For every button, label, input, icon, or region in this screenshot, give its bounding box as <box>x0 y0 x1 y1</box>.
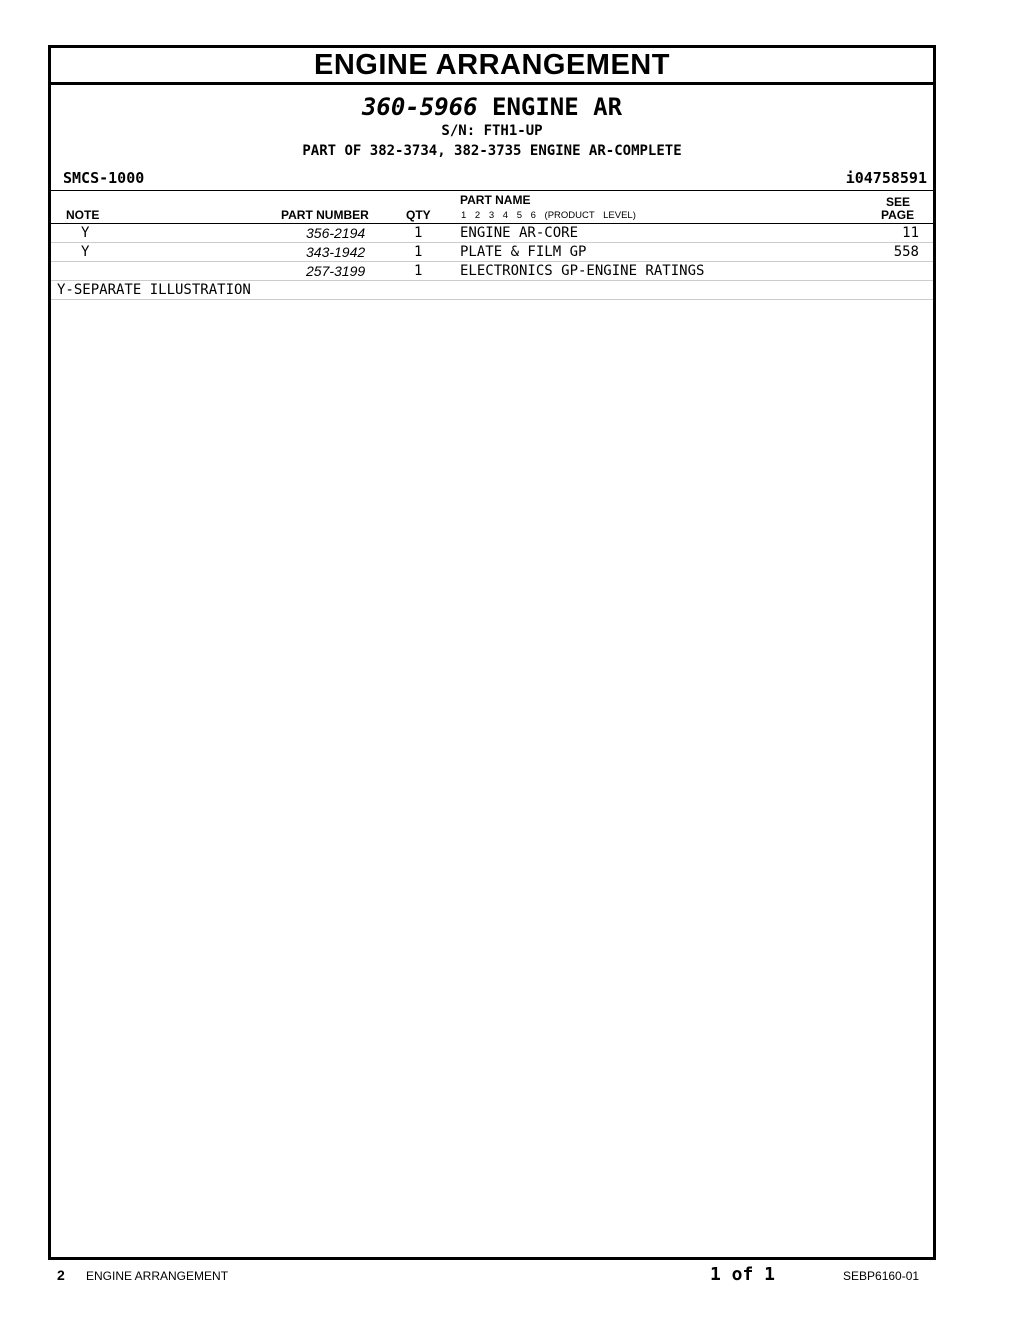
page-title: ENGINE ARRANGEMENT <box>314 49 670 81</box>
table-row <box>51 262 933 281</box>
col-see: SEE <box>886 195 911 209</box>
row-see-page: 558 <box>893 244 919 260</box>
title-bar <box>51 48 933 85</box>
page-footer <box>0 1262 1020 1292</box>
part-header <box>51 92 933 160</box>
row-qty: 1 <box>414 244 423 260</box>
col-product-levels: 1 2 3 4 5 6 (PRODUCT LEVEL) <box>461 210 636 221</box>
footer-doc-code: SEBP6160-01 <box>843 1269 920 1283</box>
col-part-number: PART NUMBER <box>281 208 369 222</box>
footer-page-of: 1 of 1 <box>710 1264 776 1285</box>
row-part-name: PLATE & FILM GP <box>460 244 587 260</box>
row-qty: 1 <box>414 225 423 241</box>
heading-part-name: ENGINE AR <box>492 93 623 121</box>
smcs-code: SMCS-1000 <box>63 169 145 187</box>
note-row <box>51 281 933 300</box>
col-page: PAGE <box>881 208 915 222</box>
document-id: i04758591 <box>845 169 927 187</box>
row-note: Y <box>81 225 90 241</box>
table-row <box>51 224 933 243</box>
row-note: Y <box>81 244 90 260</box>
row-see-page: 11 <box>902 225 919 241</box>
table-row <box>51 243 933 262</box>
col-qty: QTY <box>406 208 431 222</box>
row-part-number: 356-2194 <box>306 225 366 241</box>
serial-number: S/N: FTH1-UP <box>441 123 543 139</box>
col-part-name: PART NAME <box>460 193 531 207</box>
col-note: NOTE <box>66 208 100 222</box>
page-frame <box>48 45 936 1260</box>
row-part-name: ELECTRONICS GP-ENGINE RATINGS <box>460 263 705 279</box>
meta-row <box>51 166 933 191</box>
heading-part-number: 360-5966 <box>361 93 478 121</box>
part-heading <box>51 92 933 122</box>
footer-section: ENGINE ARRANGEMENT <box>86 1269 229 1283</box>
row-part-number: 257-3199 <box>306 263 366 279</box>
footer-page-number: 2 <box>57 1267 65 1283</box>
column-header <box>51 191 933 224</box>
row-part-name: ENGINE AR-CORE <box>460 225 579 241</box>
row-part-number: 343-1942 <box>306 244 366 260</box>
row-qty: 1 <box>414 263 423 279</box>
separate-illustration-note: Y-SEPARATE ILLUSTRATION <box>57 282 251 298</box>
part-of-line: PART OF 382-3734, 382-3735 ENGINE AR-COMPLETE <box>302 143 682 159</box>
